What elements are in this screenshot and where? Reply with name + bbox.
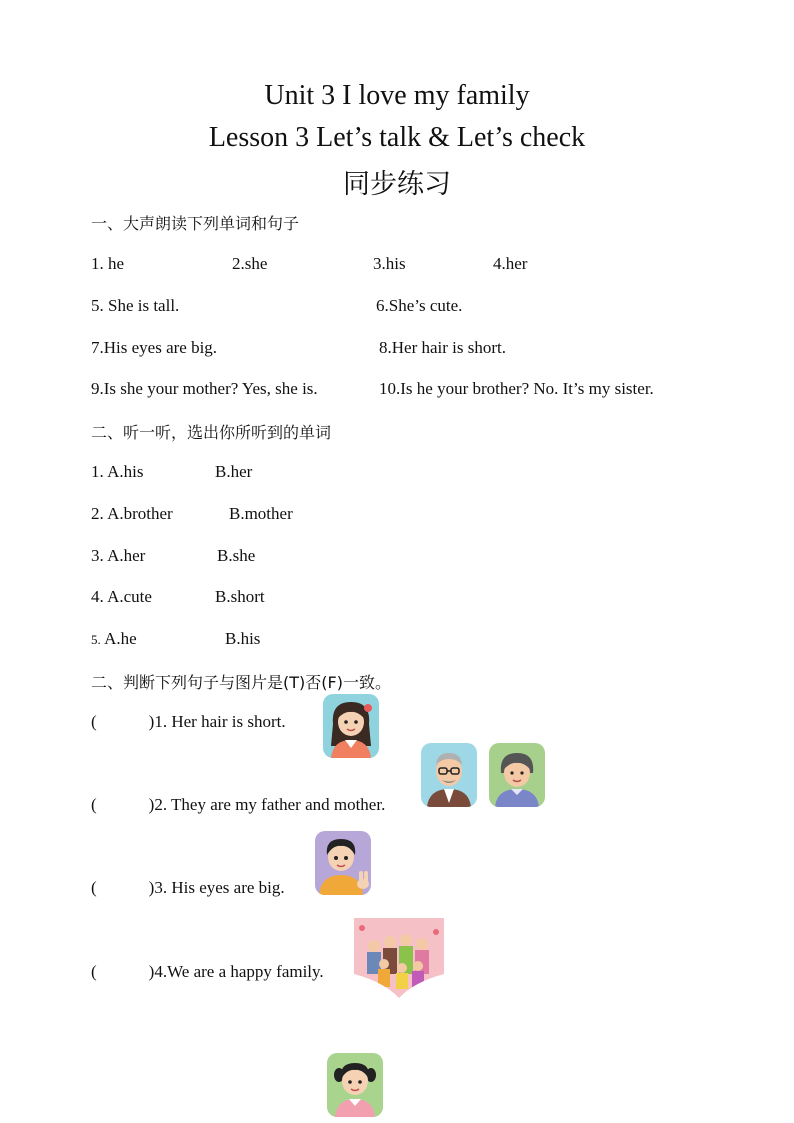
option-b: B.short (215, 587, 265, 606)
sentence-5: 5. She is tall. (91, 296, 180, 315)
option-a: A.he (104, 629, 137, 648)
section3-heading: 二、判断下列句子与图片是(T)否(F)一致。 (91, 673, 391, 692)
listen-item-1 (91, 462, 143, 482)
section1-heading: 一、大声朗读下列单词和句子 (91, 214, 300, 233)
option-a: A.his (107, 462, 144, 481)
judge-text: )2. They are my father and mother. (148, 795, 386, 814)
word-1: 1. he (91, 254, 125, 273)
item-number: 4. (91, 587, 108, 606)
grandfather-icon (421, 743, 477, 807)
family-photo-icon (354, 918, 444, 998)
word-2: 2.she (232, 254, 268, 273)
judge-text: )4.We are a happy family. (148, 962, 324, 981)
item-number: 1. (91, 462, 108, 481)
item-number: 3. (91, 546, 108, 565)
word-4: 4.her (493, 254, 528, 273)
answer-paren-open: ( (91, 962, 97, 981)
girl-long-hair-icon (323, 694, 379, 758)
sentence-6: 6.She’s cute. (376, 296, 463, 315)
judge-text: )3. His eyes are big. (148, 878, 285, 897)
option-b: B.mother (229, 504, 293, 523)
sentence-7: 7.His eyes are big. (91, 338, 218, 357)
sentence-9: 9.Is she your mother? Yes, she is. (91, 379, 318, 398)
judge-item-3 (91, 878, 285, 898)
judge-text: )1. Her hair is short. (148, 712, 286, 731)
girl-pigtails-icon (327, 1053, 383, 1117)
option-a: A.brother (107, 504, 173, 523)
option-b: B.his (225, 629, 261, 648)
option-a: A.her (107, 546, 146, 565)
listen-item-2 (91, 504, 173, 524)
word-3: 3.his (373, 254, 406, 273)
sentence-10: 10.Is he your brother? No. It’s my sister. (379, 379, 654, 398)
judge-item-4 (91, 962, 324, 982)
option-b: B.her (215, 462, 253, 481)
item-number: 2. (91, 504, 108, 523)
answer-paren-open: ( (91, 878, 97, 897)
listen-item-3 (91, 546, 145, 566)
judge-item-2 (91, 795, 385, 815)
sentence-8: 8.Her hair is short. (379, 338, 507, 357)
answer-paren-open: ( (91, 795, 97, 814)
grandmother-icon (489, 743, 545, 807)
item-number: 5. (91, 632, 101, 647)
practice-title: 同步练习 (343, 169, 451, 200)
listen-item-5 (91, 629, 137, 649)
option-b: B.she (217, 546, 256, 565)
answer-paren-open: ( (91, 712, 97, 731)
listen-item-4 (91, 587, 152, 607)
judge-item-1 (91, 712, 286, 732)
lesson-title: Lesson 3 Let’s talk & Let’s check (208, 122, 586, 153)
option-a: A.cute (107, 587, 152, 606)
boy-peace-sign-icon (315, 831, 371, 895)
section2-heading: 二、听一听，选出你所听到的单词 (91, 423, 332, 442)
unit-title: Unit 3 I love my family (264, 80, 530, 111)
